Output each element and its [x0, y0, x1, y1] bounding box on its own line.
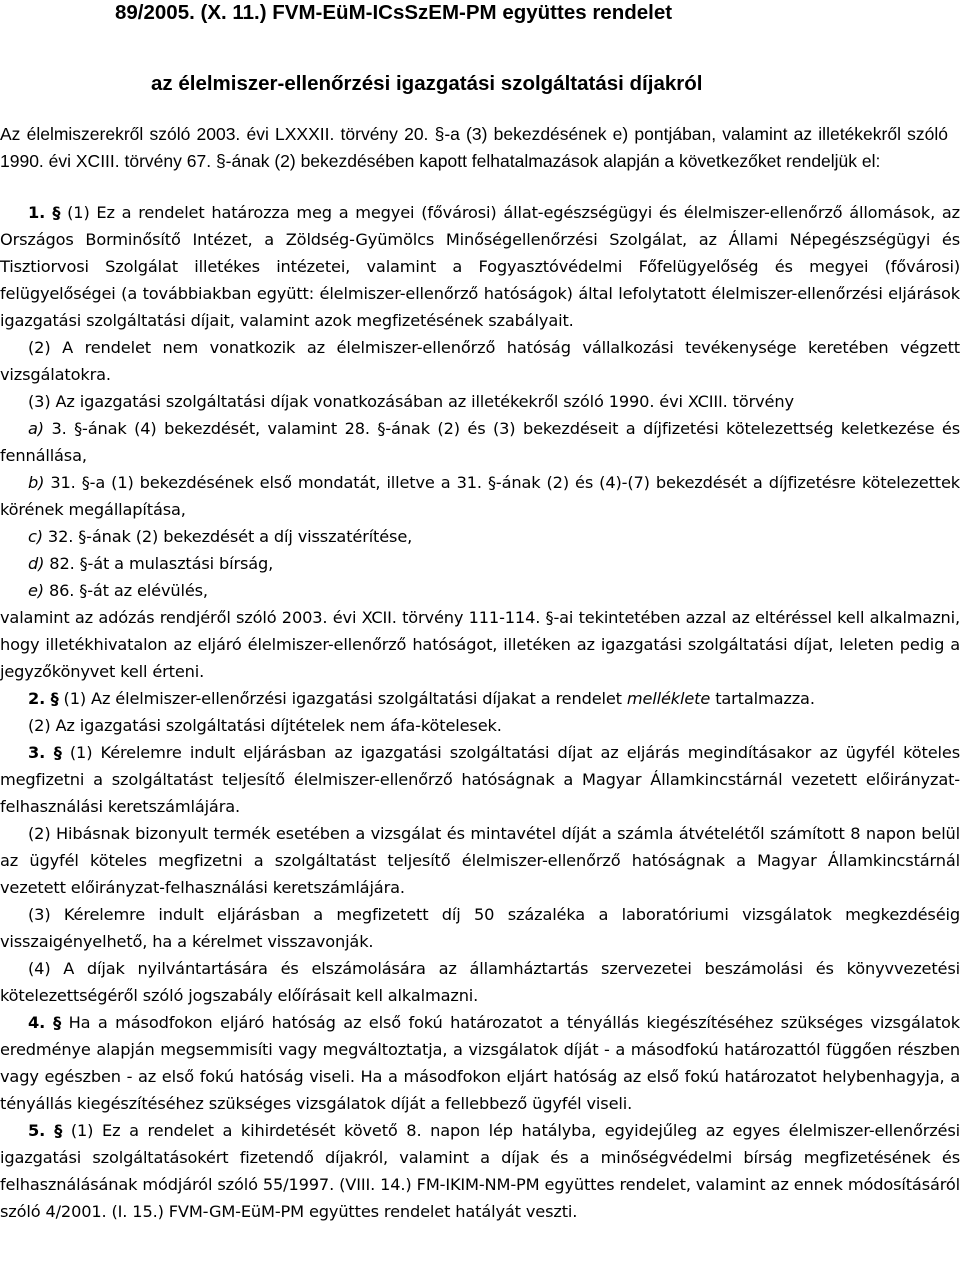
section-1-paragraph-2: (2) A rendelet nem vonatkozik az élelmiszer-ellenőrző hatóság vállalkozási tevékenysége keretében végzett vizsgálatokra. [0, 338, 960, 384]
section-2-paragraph-1 [0, 685, 960, 712]
section-2-p1-emphasis: melléklete [626, 689, 711, 708]
section-2-p1-pre: (1) Az élelmiszer-ellenőrzési igazgatási szolgáltatási díjakat a rendelet [63, 689, 622, 708]
section-1-number: 1. § [28, 203, 61, 222]
item-e-label: e) [28, 581, 44, 600]
section-1-paragraph-1 [0, 199, 960, 334]
section-3-paragraph-3: (3) Kérelemre indult eljárásban a megfizetett díj 50 százaléka a laboratóriumi vizsgálatok megkezdéséig visszaigényelhető, ha a kérelmet visszavonják. [0, 905, 960, 951]
section-3-paragraph-2: (2) Hibásnak bizonyult termék esetében a vizsgálat és mintavétel díját a számla átvételétől számított 8 napon belül az ügyfél köteles megfizetni a szolgáltatást teljesítő élelmiszer-ellenőrző hatóságnak a Magyar Államkincstárnál vezetett előirányzat-felhasználási keretszámlájára. [0, 824, 960, 897]
section-4-p1-text: Ha a másodfokon eljáró hatóság az első fokú határozatot a tényállás kiegészítéséhez szükséges vizsgálatok eredménye alapján megsemmisíti vagy megváltoztatja, a vizsgálatok díját - a másodfokú határozattól függően részben vagy egészben - az első fokú hatóság viseli. Ha a másodfokon eljárt hatóság az első fokú határozatot helybenhagyja, a tényállás kiegészítéséhez szükséges vizsgálatok díját a fellebbező ügyfél viseli. [0, 1013, 960, 1113]
section-1-paragraph-3: (3) Az igazgatási szolgáltatási díjak vonatkozásában az illetékekről szóló 1990. évi XCIII. törvény [28, 392, 794, 411]
document-subtitle: az élelmiszer-ellenőrzési igazgatási szolgáltatási díjakról [151, 72, 703, 95]
item-d-text: 82. §-át a mulasztási bírság, [49, 554, 274, 573]
item-b-text: 31. §-a (1) bekezdésének első mondatát, illetve a 31. §-ának (2) és (4)-(7) bekezdését a díjfizetésre kötelezettek körének megállapítása, [0, 473, 960, 519]
section-1-item-d [0, 550, 960, 577]
section-5-p1-text: (1) Ez a rendelet a kihirdetését követő 8. napon lép hatályba, egyidejűleg az egyes élelmiszer-ellenőrzési igazgatási szolgáltatásokért fizetendő díjakról, valamint a díjak és a minőségvédelmi bírság megfizetésének és felhasználásának módjáról szóló 55/1997. (VIII. 14.) FM-IKIM-NM-PM együttes rendelet, valamint az ennek módosításáról szóló 4/2001. (I. 15.) FVM-GM-EüM-PM együttes rendelet hatályát veszti. [0, 1121, 960, 1221]
section-1-item-b [0, 469, 960, 523]
section-1-item-a [0, 415, 960, 469]
preamble [0, 121, 948, 175]
section-2-paragraph-2: (2) Az igazgatási szolgáltatási díjtételek nem áfa-kötelesek. [28, 716, 502, 735]
section-3-number: 3. § [28, 743, 62, 762]
item-a-text: 3. §-ának (4) bekezdését, valamint 28. §-ának (2) és (3) bekezdéseit a díjfizetési kötelezettség keletkezése és fennállása, [0, 419, 960, 465]
section-3-p1-text: (1) Kérelemre indult eljárásban az igazgatási szolgáltatási díjat az eljárás megindításakor az ügyfél köteles megfizetni a szolgáltatást teljesítő élelmiszer-ellenőrző hatóságnak a Magyar Államkincstárnál vezetett előirányzat-felhasználási keretszámlájára. [0, 743, 960, 816]
section-3-paragraph-1 [0, 739, 960, 820]
section-2-p1-post: tartalmazza. [715, 689, 815, 708]
section-1-p1-text: (1) Ez a rendelet határozza meg a megyei (fővárosi) állat-egészségügyi és élelmiszer-ellenőrző állomások, az Országos Borminősítő Intézet, a Zöldség-Gyümölcs Minőségellenőrzési Szolgálat, az Állami Népegészségügyi és Tisztiorvosi Szolgálat illetékes intézetei, valamint a Fogyasztóvédelmi Főfelügyelőség és megyei (fővárosi) felügyelőségei (a továbbiakban együtt: élelmiszer-ellenőrző hatóságok) által lefolytatott élelmiszer-ellenőrzési eljárások igazgatási szolgáltatási díjait, valamint azok megfizetésének szabályait. [0, 203, 960, 330]
section-4-number: 4. § [28, 1013, 62, 1032]
item-b-label: b) [28, 473, 45, 492]
section-1-item-c [0, 523, 960, 550]
document-title: 89/2005. (X. 11.) FVM-EüM-ICsSzEM-PM együttes rendelet [115, 1, 673, 24]
item-c-label: c) [28, 527, 43, 546]
section-2-number: 2. § [28, 689, 59, 708]
document-body [0, 199, 960, 1225]
section-1-paragraph-4: valamint az adózás rendjéről szóló 2003. évi XCII. törvény 111-114. §-ai tekintetében azzal az eltéréssel kell alkalmazni, hogy illetékhivatalon az eljáró élelmiszer-ellenőrző hatóságot, illetéken az igazgatási szolgáltatási díjat, leleten pedig a jegyzőkönyvet kell érteni. [0, 608, 960, 681]
section-5-paragraph-1 [0, 1117, 960, 1225]
section-3-paragraph-4: (4) A díjak nyilvántartására és elszámolására az államháztartás szervezetei beszámolási és könyvvezetési kötelezettségéről szóló jogszabály előírásait kell alkalmazni. [0, 959, 960, 1005]
item-e-text: 86. §-át az elévülés, [48, 581, 208, 600]
item-d-label: d) [28, 554, 45, 573]
item-c-text: 32. §-ának (2) bekezdését a díj visszatérítése, [47, 527, 413, 546]
item-a-label: a) [28, 419, 44, 438]
section-1-item-e [0, 577, 960, 604]
section-4-paragraph-1 [0, 1009, 960, 1117]
preamble-text: Az élelmiszerekről szóló 2003. évi LXXXII. törvény 20. §-a (3) bekezdésének e) pontjában, valamint az illetékekről szóló 1990. évi XCIII. törvény 67. §-ának (2) bekezdésében kapott felhatalmazások alapján a következőket rendeljük el: [0, 124, 948, 171]
section-5-number: 5. § [28, 1121, 63, 1140]
